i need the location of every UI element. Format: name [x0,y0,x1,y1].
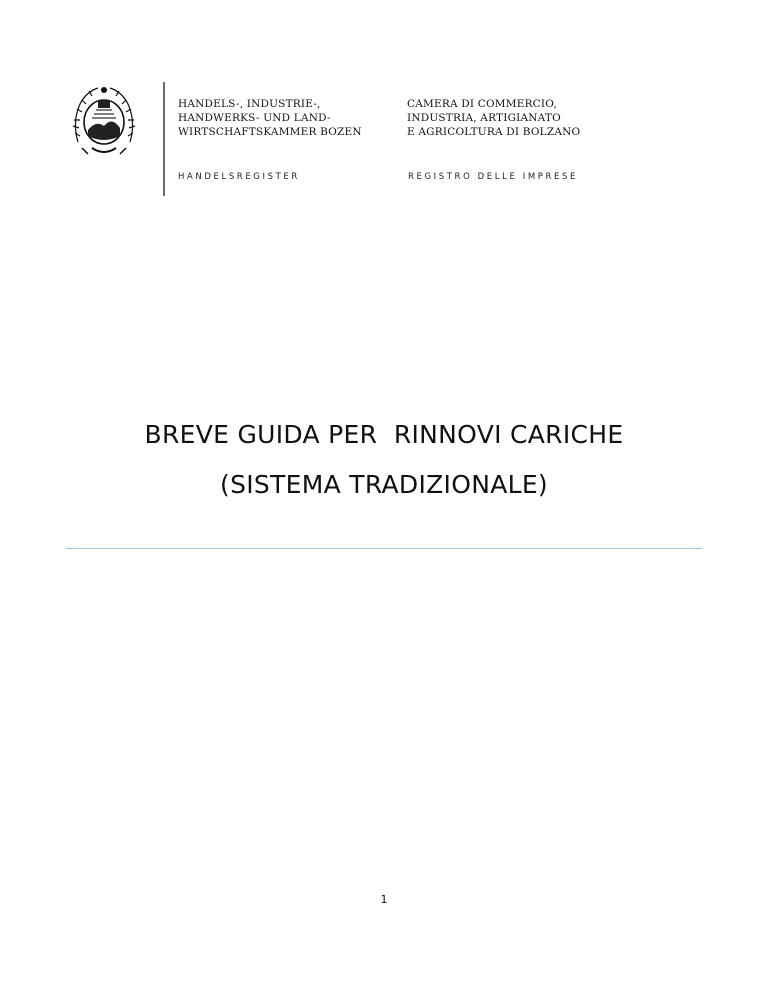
italian-chamber-line: INDUSTRIA, ARTIGIANATO [407,112,561,124]
document-title: BREVE GUIDA PER RINNOVI CARICHE [144,420,624,449]
italian-chamber-name [407,97,580,139]
header-divider [163,82,165,196]
german-chamber-line: HANDWERKS- UND LAND- [178,112,331,124]
chamber-emblem-icon [68,82,140,160]
title-underline-rule [66,548,702,549]
italian-chamber-line: CAMERA DI COMMERCIO, [407,98,557,110]
german-register-label: HANDELSREGISTER [178,172,300,182]
italian-chamber-line: E AGRICOLTURA DI BOLZANO [407,126,581,138]
document-subtitle: (SISTEMA TRADIZIONALE) [220,470,548,499]
german-chamber-line: WIRTSCHAFTSKAMMER BOZEN [178,126,362,138]
german-chamber-line: HANDELS-, INDUSTRIE-, [178,98,321,110]
page-number: 1 [380,893,388,906]
german-chamber-name [178,97,362,139]
italian-register-label: REGISTRO DELLE IMPRESE [408,172,578,182]
